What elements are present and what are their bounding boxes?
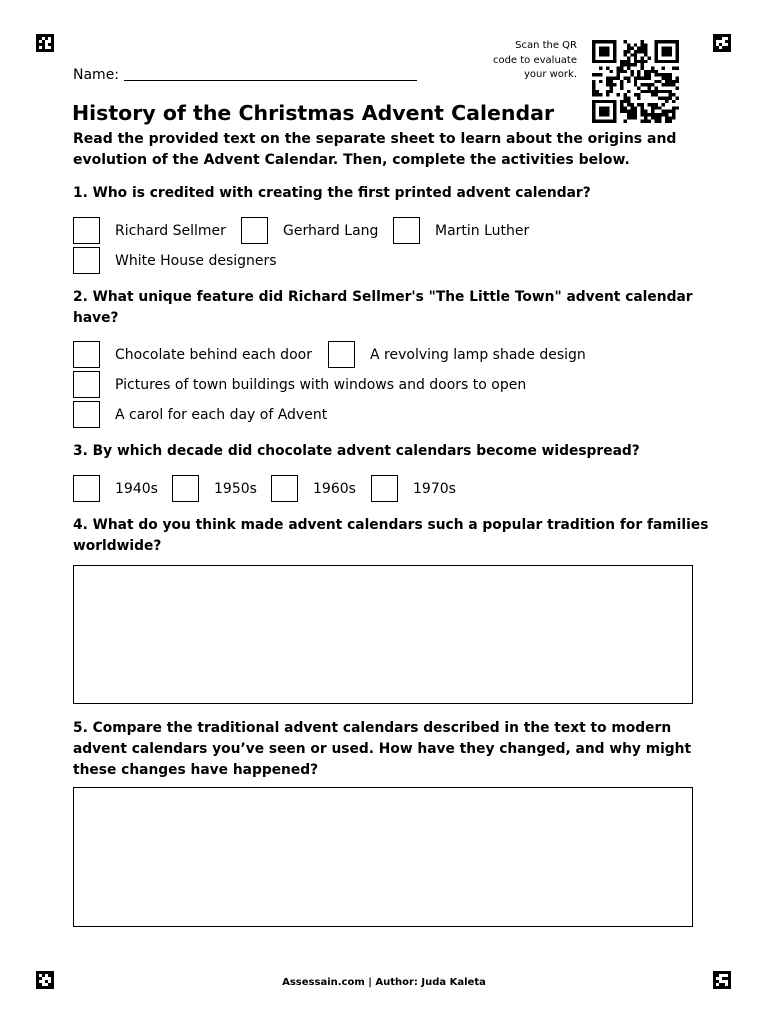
checkbox[interactable] [241,217,268,244]
checkbox[interactable] [371,475,398,502]
option-label: 1940s [115,480,158,497]
option-label: Pictures of town buildings with windows and doors to open [115,376,527,393]
checkbox[interactable] [172,475,199,502]
q2-option-town-buildings[interactable] [73,371,526,398]
qr-caption-line: Scan the QR [515,40,577,51]
q3-option-1960s[interactable] [271,475,356,502]
checkbox[interactable] [73,475,100,502]
worksheet-title: History of the Christmas Advent Calendar [72,101,555,125]
option-label: Chocolate behind each door [115,346,312,363]
qr-code[interactable] [592,40,679,123]
option-label: 1970s [413,480,456,497]
option-label: Richard Sellmer [115,222,226,239]
q1-option-richard-sellmer[interactable] [73,217,226,244]
option-label: A carol for each day of Advent [115,406,328,423]
checkbox[interactable] [73,217,100,244]
q1-option-white-house-designers[interactable] [73,247,277,274]
instructions: Read the provided text on the separate sheet to learn about the origins and evolution of the Advent Calendar. Then, complete the activities below. [73,131,677,168]
checkbox[interactable] [271,475,298,502]
qr-caption-line: your work. [523,69,577,80]
q3-option-1940s[interactable] [73,475,158,502]
question-5: 5. Compare the traditional advent calendars described in the text to modern advent calendars you’ve seen or used. How have they changed, and why might these changes have happened? [73,720,692,778]
qr-caption [468,39,577,83]
checkbox[interactable] [73,341,100,368]
checkbox[interactable] [328,341,355,368]
checkbox[interactable] [73,371,100,398]
question-4: 4. What do you think made advent calendars such a popular tradition for families worldwide? [73,517,709,554]
name-row [73,66,417,84]
option-label: 1950s [214,480,257,497]
checkbox[interactable] [73,401,100,428]
name-field[interactable] [124,80,417,81]
option-label: 1960s [313,480,356,497]
answer-box-q4[interactable] [73,565,693,704]
q2-option-lamp-shade[interactable] [328,341,586,368]
q2-option-chocolate[interactable] [73,341,312,368]
name-label: Name: [73,67,120,83]
option-label: Gerhard Lang [283,222,379,239]
registration-marker-top-right [713,34,731,52]
qr-caption-line: code to evaluate [492,54,577,66]
question-2: 2. What unique feature did Richard Sellmer's "The Little Town" advent calendar have? [73,289,693,326]
q2-option-carol[interactable] [73,401,327,428]
q3-option-1950s[interactable] [172,475,257,502]
option-label: Martin Luther [435,222,530,239]
option-label: A revolving lamp shade design [370,346,586,363]
checkbox[interactable] [73,247,100,274]
question-1: 1. Who is credited with creating the first printed advent calendar? [73,185,591,201]
registration-marker-top-left [36,34,54,52]
checkbox[interactable] [393,217,420,244]
footer-credit: Assessain.com | Author: Juda Kaleta [282,977,486,988]
question-3: 3. By which decade did chocolate advent calendars become widespread? [73,443,640,459]
q1-option-gerhard-lang[interactable] [241,217,378,244]
answer-box-q5[interactable] [73,787,693,927]
option-label: White House designers [115,252,277,269]
q3-option-1970s[interactable] [371,475,456,502]
q1-option-martin-luther[interactable] [393,217,529,244]
